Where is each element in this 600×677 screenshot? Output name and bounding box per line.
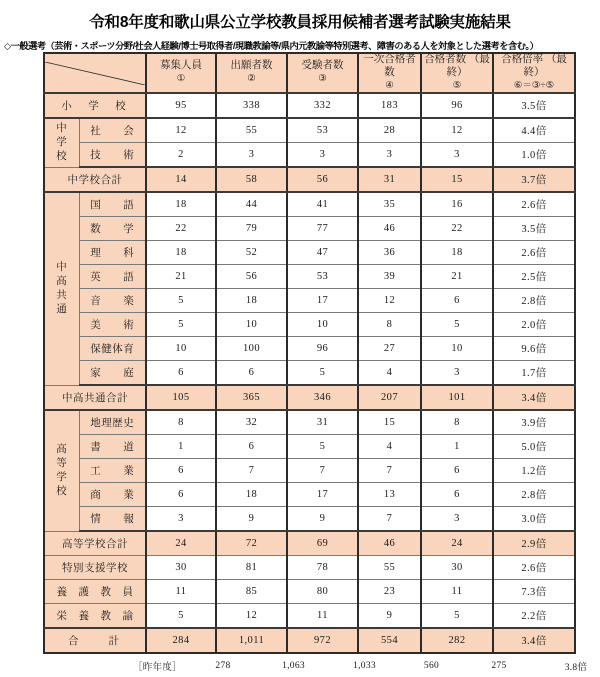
cell-value: 5 bbox=[146, 604, 216, 629]
header-col-examinees-label: 受験者数 bbox=[301, 60, 344, 72]
cell-value: 346 bbox=[287, 385, 358, 410]
group-label-char: 学 bbox=[56, 471, 68, 483]
cell-value: 8 bbox=[421, 410, 493, 435]
previous-year-value: 275 bbox=[491, 660, 507, 671]
cell-value: 10 bbox=[287, 313, 358, 337]
cell-value: 7 bbox=[358, 507, 421, 532]
cell-value: 6 bbox=[146, 483, 216, 507]
row-label-high-school-total: 高等学校合計 bbox=[44, 531, 146, 556]
header-col-first-pass-label: 一次合格者数 bbox=[363, 54, 416, 78]
cell-value: 44 bbox=[216, 192, 287, 217]
cell-value: 6 bbox=[421, 289, 493, 313]
cell-value: 56 bbox=[287, 167, 358, 192]
subject-label: 国 語 bbox=[79, 192, 146, 217]
table-row bbox=[44, 217, 575, 241]
subject-label: 英 語 bbox=[79, 265, 146, 289]
subject-label: 家 庭 bbox=[79, 361, 146, 386]
cell-value: 53 bbox=[287, 265, 358, 289]
cell-value: 27 bbox=[358, 337, 421, 361]
subject-label: 理 科 bbox=[79, 241, 146, 265]
cell-value: 6 bbox=[421, 459, 493, 483]
cell-value: 972 bbox=[287, 628, 358, 653]
cell-value: 12 bbox=[146, 118, 216, 143]
cell-value: 105 bbox=[146, 385, 216, 410]
header-col-applicants-marker: ② bbox=[247, 74, 256, 85]
cell-value: 1 bbox=[146, 435, 216, 459]
table-header-row bbox=[44, 53, 575, 93]
cell-value: 18 bbox=[421, 241, 493, 265]
group-label-char: 通 bbox=[56, 304, 68, 316]
table-row bbox=[44, 580, 575, 604]
cell-value: 2.8倍 bbox=[493, 289, 575, 313]
results-table bbox=[43, 52, 576, 654]
table-row-grand-total bbox=[44, 628, 575, 653]
group-label-junior-high bbox=[44, 118, 79, 167]
cell-value: 6 bbox=[146, 459, 216, 483]
cell-value: 3.5倍 bbox=[493, 217, 575, 241]
cell-value: 3.4倍 bbox=[493, 385, 575, 410]
cell-value: 80 bbox=[287, 580, 358, 604]
cell-value: 365 bbox=[216, 385, 287, 410]
results-table-container bbox=[43, 52, 588, 673]
group-label-char: 学 bbox=[56, 136, 68, 148]
cell-value: 3 bbox=[358, 143, 421, 168]
cell-value: 207 bbox=[358, 385, 421, 410]
cell-value: 9.6倍 bbox=[493, 337, 575, 361]
cell-value: 17 bbox=[287, 289, 358, 313]
cell-value: 47 bbox=[287, 241, 358, 265]
cell-value: 4 bbox=[358, 361, 421, 386]
page-title: 令和8年度和歌山県公立学校教員採用候補者選考試験実施結果 bbox=[89, 14, 511, 31]
previous-year-value: 560 bbox=[423, 660, 440, 671]
cell-value: 2.6倍 bbox=[493, 241, 575, 265]
cell-value: 14 bbox=[146, 167, 216, 192]
cell-value: 32 bbox=[216, 410, 287, 435]
cell-value: 1 bbox=[421, 435, 493, 459]
row-label-special-support: 特別支援学校 bbox=[44, 556, 146, 580]
cell-value: 69 bbox=[287, 531, 358, 556]
cell-value: 5 bbox=[421, 313, 493, 337]
group-label-char: 等 bbox=[56, 457, 68, 469]
cell-value: 11 bbox=[287, 604, 358, 629]
cell-value: 23 bbox=[358, 580, 421, 604]
table-row bbox=[44, 192, 575, 217]
cell-value: 72 bbox=[216, 531, 287, 556]
subject-label: 工 業 bbox=[79, 459, 146, 483]
cell-value: 5 bbox=[421, 604, 493, 629]
cell-value: 55 bbox=[216, 118, 287, 143]
cell-value: 31 bbox=[287, 410, 358, 435]
group-label-high-school bbox=[44, 410, 79, 531]
header-col-ratio-label: 合格倍率 bbox=[501, 54, 544, 65]
cell-value: 183 bbox=[358, 93, 421, 118]
group-label-char: 校 bbox=[56, 486, 68, 498]
page-subtitle: ◇一般選考（芸術・スポーツ分野/社会人経験/博士号取得者/現職教諭等/県内元教諭等特別選考、障害のある人を対象とした選考を含む。） bbox=[4, 41, 539, 51]
cell-value: 2.5倍 bbox=[493, 265, 575, 289]
cell-value: 12 bbox=[421, 118, 493, 143]
cell-value: 21 bbox=[146, 265, 216, 289]
cell-value: 10 bbox=[146, 337, 216, 361]
table-row bbox=[44, 361, 575, 386]
cell-value: 1.7倍 bbox=[493, 361, 575, 386]
header-col-recruit-label: 募集人員 bbox=[160, 60, 202, 72]
cell-value: 2.6倍 bbox=[493, 556, 575, 580]
header-col-recruit-marker: ① bbox=[176, 74, 186, 85]
cell-value: 3 bbox=[421, 507, 493, 532]
cell-value: 3 bbox=[421, 143, 493, 168]
cell-value: 8 bbox=[146, 410, 216, 435]
header-col-passers-marker: ⑤ bbox=[452, 80, 462, 91]
table-row bbox=[44, 118, 575, 143]
cell-value: 3.5倍 bbox=[493, 93, 575, 118]
cell-value: 17 bbox=[287, 483, 358, 507]
table-row-total bbox=[44, 167, 575, 192]
cell-value: 4 bbox=[358, 435, 421, 459]
cell-value: 9 bbox=[216, 507, 287, 532]
table-row bbox=[44, 143, 575, 168]
cell-value: 3 bbox=[146, 507, 216, 532]
header-col-examinees-marker: ③ bbox=[318, 74, 327, 85]
group-label-char: 中 bbox=[56, 122, 68, 134]
cell-value: 3 bbox=[421, 361, 493, 386]
table-row bbox=[44, 556, 575, 580]
row-label-common-total: 中高共通合計 bbox=[44, 385, 146, 410]
cell-value: 18 bbox=[146, 192, 216, 217]
group-label-char: 中 bbox=[56, 261, 68, 273]
subject-label: 音 楽 bbox=[79, 289, 146, 313]
cell-value: 16 bbox=[421, 192, 493, 217]
cell-value: 6 bbox=[216, 361, 287, 386]
table-row bbox=[44, 459, 575, 483]
group-label-char: 校 bbox=[56, 151, 68, 162]
cell-value: 96 bbox=[287, 337, 358, 361]
cell-value: 4.4倍 bbox=[493, 118, 575, 143]
row-label-junior-high-total: 中学校合計 bbox=[44, 167, 146, 192]
subject-label: 保健体育 bbox=[79, 337, 146, 361]
header-col-applicants-label: 出願者数 bbox=[230, 60, 273, 72]
cell-value: 58 bbox=[216, 167, 287, 192]
cell-value: 9 bbox=[358, 604, 421, 629]
subject-label: 数 学 bbox=[79, 217, 146, 241]
cell-value: 13 bbox=[358, 483, 421, 507]
table-row bbox=[44, 410, 575, 435]
cell-value: 100 bbox=[216, 337, 287, 361]
cell-value: 78 bbox=[287, 556, 358, 580]
cell-value: 5 bbox=[287, 435, 358, 459]
cell-value: 1,011 bbox=[216, 628, 287, 653]
previous-year-value: 1,063 bbox=[282, 660, 305, 671]
cell-value: 338 bbox=[216, 93, 287, 118]
cell-value: 332 bbox=[287, 93, 358, 118]
cell-value: 3.4倍 bbox=[493, 628, 575, 653]
cell-value: 6 bbox=[146, 361, 216, 386]
cell-value: 28 bbox=[358, 118, 421, 143]
cell-value: 1.2倍 bbox=[493, 459, 575, 483]
cell-value: 2 bbox=[146, 143, 216, 168]
cell-value: 2.0倍 bbox=[493, 313, 575, 337]
cell-value: 10 bbox=[421, 337, 493, 361]
cell-value: 3.0倍 bbox=[493, 507, 575, 532]
cell-value: 53 bbox=[287, 118, 358, 143]
cell-value: 282 bbox=[421, 628, 493, 653]
cell-value: 96 bbox=[421, 93, 493, 118]
cell-value: 3.7倍 bbox=[493, 167, 575, 192]
previous-year-row bbox=[86, 654, 600, 675]
cell-value: 5.0倍 bbox=[493, 435, 575, 459]
cell-value: 79 bbox=[216, 217, 287, 241]
cell-value: 5 bbox=[146, 313, 216, 337]
table-row bbox=[44, 435, 575, 459]
row-label-elementary: 小 学 校 bbox=[44, 93, 146, 118]
table-row bbox=[44, 289, 575, 313]
cell-value: 11 bbox=[421, 580, 493, 604]
cell-value: 101 bbox=[421, 385, 493, 410]
header-col-recruit bbox=[146, 53, 216, 93]
cell-value: 18 bbox=[216, 289, 287, 313]
table-row bbox=[44, 265, 575, 289]
header-col-first-pass bbox=[358, 53, 421, 93]
cell-value: 3 bbox=[287, 143, 358, 168]
cell-value: 22 bbox=[146, 217, 216, 241]
cell-value: 15 bbox=[421, 167, 493, 192]
cell-value: 30 bbox=[146, 556, 216, 580]
group-label-char: 高 bbox=[56, 443, 68, 455]
cell-value: 52 bbox=[216, 241, 287, 265]
cell-value: 35 bbox=[358, 192, 421, 217]
cell-value: 2.2倍 bbox=[493, 604, 575, 629]
cell-value: 284 bbox=[146, 628, 216, 653]
cell-value: 56 bbox=[216, 265, 287, 289]
header-col-first-pass-marker: ④ bbox=[385, 80, 394, 91]
table-row-total bbox=[44, 385, 575, 410]
cell-value: 6 bbox=[216, 435, 287, 459]
cell-value: 2.6倍 bbox=[493, 192, 575, 217]
cell-value: 39 bbox=[358, 265, 421, 289]
subject-label: 技 術 bbox=[79, 143, 146, 168]
cell-value: 12 bbox=[358, 289, 421, 313]
header-col-applicants bbox=[216, 53, 287, 93]
cell-value: 8 bbox=[358, 313, 421, 337]
header-col-ratio bbox=[493, 53, 575, 93]
previous-year-value: 3.8倍 bbox=[564, 662, 588, 673]
subject-label: 美 術 bbox=[79, 313, 146, 337]
cell-value: 24 bbox=[421, 531, 493, 556]
cell-value: 30 bbox=[421, 556, 493, 580]
header-col-passers bbox=[421, 53, 493, 93]
cell-value: 31 bbox=[358, 167, 421, 192]
cell-value: 95 bbox=[146, 93, 216, 118]
cell-value: 36 bbox=[358, 241, 421, 265]
cell-value: 5 bbox=[287, 361, 358, 386]
cell-value: 554 bbox=[358, 628, 421, 653]
table-row bbox=[44, 337, 575, 361]
cell-value: 11 bbox=[146, 580, 216, 604]
cell-value: 7 bbox=[358, 459, 421, 483]
cell-value: 7 bbox=[287, 459, 358, 483]
cell-value: 6 bbox=[421, 483, 493, 507]
previous-year-value: 1,033 bbox=[353, 660, 376, 671]
cell-value: 22 bbox=[421, 217, 493, 241]
corner-diagonal-cell bbox=[44, 53, 146, 93]
table-row bbox=[44, 241, 575, 265]
cell-value: 21 bbox=[421, 265, 493, 289]
cell-value: 24 bbox=[146, 531, 216, 556]
cell-value: 81 bbox=[216, 556, 287, 580]
cell-value: 41 bbox=[287, 192, 358, 217]
cell-value: 18 bbox=[216, 483, 287, 507]
cell-value: 55 bbox=[358, 556, 421, 580]
cell-value: 7.3倍 bbox=[493, 580, 575, 604]
table-row bbox=[44, 604, 575, 629]
table-row bbox=[44, 483, 575, 507]
cell-value: 18 bbox=[146, 241, 216, 265]
group-label-char: 高 bbox=[56, 275, 68, 287]
cell-value: 7 bbox=[216, 459, 287, 483]
row-label-grand-total: 合 計 bbox=[44, 628, 146, 653]
cell-value: 77 bbox=[287, 217, 358, 241]
cell-value: 15 bbox=[358, 410, 421, 435]
cell-value: 5 bbox=[146, 289, 216, 313]
table-row-total bbox=[44, 531, 575, 556]
row-label-nutrition-teacher: 栄 養 教 諭 bbox=[44, 604, 146, 629]
header-col-passers-sublabel: （最終） bbox=[446, 54, 490, 78]
subject-label: 地理歴史 bbox=[79, 410, 146, 435]
previous-year-value: 278 bbox=[215, 660, 231, 671]
group-label-common bbox=[44, 192, 79, 385]
subject-label: 社 会 bbox=[79, 118, 146, 143]
cell-value: 2.8倍 bbox=[493, 483, 575, 507]
row-label-nursing-teacher: 養 護 教 員 bbox=[44, 580, 146, 604]
cell-value: 2.9倍 bbox=[493, 531, 575, 556]
previous-year-label: ［昨年度］ bbox=[132, 662, 182, 673]
cell-value: 3.9倍 bbox=[493, 410, 575, 435]
cell-value: 46 bbox=[358, 531, 421, 556]
group-label-char: 共 bbox=[56, 289, 68, 301]
table-row bbox=[44, 93, 575, 118]
cell-value: 3 bbox=[216, 143, 287, 168]
cell-value: 85 bbox=[216, 580, 287, 604]
header-col-passers-label: 合格者数 bbox=[424, 54, 467, 65]
cell-value: 12 bbox=[216, 604, 287, 629]
cell-value: 46 bbox=[358, 217, 421, 241]
subject-label: 情 報 bbox=[79, 507, 146, 532]
header-col-examinees bbox=[287, 53, 358, 93]
cell-value: 9 bbox=[287, 507, 358, 532]
subject-label: 書 道 bbox=[79, 435, 146, 459]
cell-value: 10 bbox=[216, 313, 287, 337]
header-col-ratio-sublabel: （最終） bbox=[523, 54, 567, 78]
cell-value: 1.0倍 bbox=[493, 143, 575, 168]
table-row bbox=[44, 313, 575, 337]
subject-label: 商 業 bbox=[79, 483, 146, 507]
table-row bbox=[44, 507, 575, 532]
header-col-ratio-marker: ⑥＝③÷⑤ bbox=[513, 80, 555, 91]
